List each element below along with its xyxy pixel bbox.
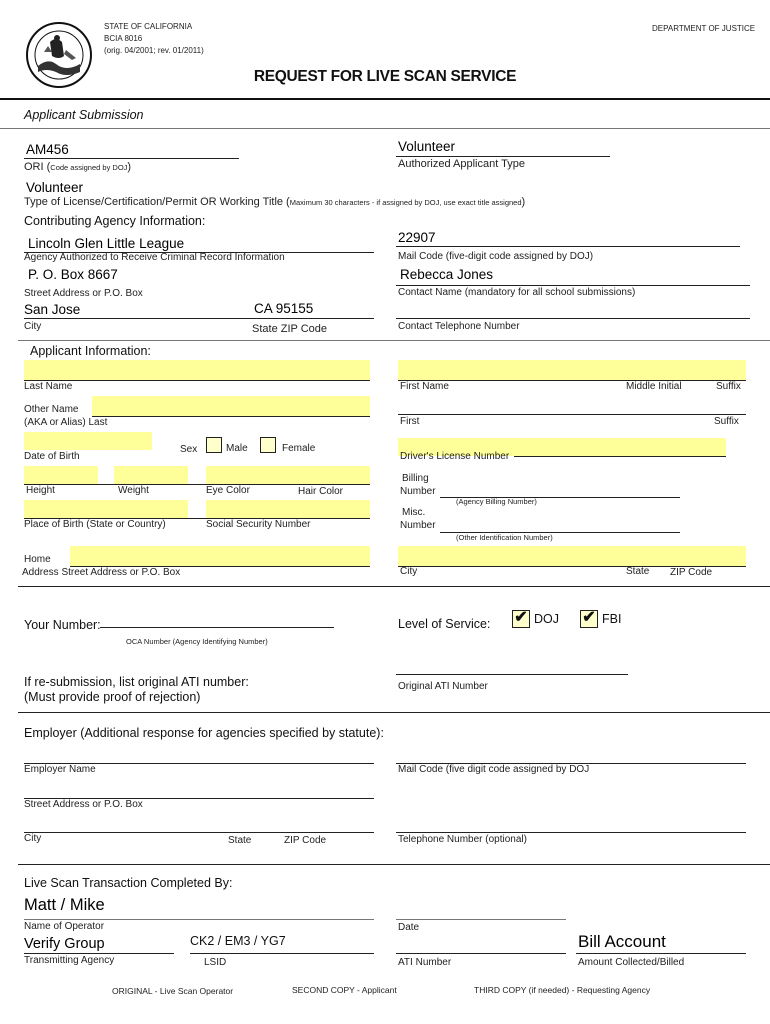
misc-number-label: Number	[400, 520, 436, 531]
dob-field[interactable]	[24, 432, 152, 450]
contact-name-line	[396, 285, 750, 286]
form-number: BCIA 8016	[104, 34, 143, 43]
fbi-checkbox[interactable]: ✔	[580, 610, 598, 628]
proof-of-rejection-label: (Must provide proof of rejection)	[24, 690, 201, 704]
middle-initial-label: Middle Initial	[626, 381, 682, 392]
original-ati-label: Original ATI Number	[398, 681, 488, 692]
field-line	[24, 832, 374, 833]
mail-code-value[interactable]: 22907	[398, 230, 436, 245]
working-title-value[interactable]: Volunteer	[26, 180, 84, 195]
lsid-value[interactable]: CK2 / EM3 / YG7	[190, 934, 286, 948]
applicant-type-line	[396, 156, 610, 157]
ori-value[interactable]: AM456	[26, 142, 69, 157]
transmitting-agency-label: Transmitting Agency	[24, 955, 115, 966]
agency-label: Agency Authorized to Receive Criminal Record Information	[24, 252, 285, 263]
date-label: Date	[398, 922, 420, 933]
department-label: DEPARTMENT OF JUSTICE	[652, 24, 756, 33]
ati-number-label: ATI Number	[398, 957, 452, 968]
operator-label: Name of Operator	[24, 921, 105, 932]
original-ati-line	[396, 674, 628, 675]
level-of-service-label: Level of Service:	[398, 617, 491, 631]
contact-name-value[interactable]: Rebecca Jones	[400, 267, 494, 282]
employer-phone-label: Telephone Number (optional)	[398, 834, 527, 845]
operator-value[interactable]: Matt / Mike	[24, 896, 105, 914]
transaction-heading: Live Scan Transaction Completed By:	[24, 876, 233, 890]
section-divider	[0, 128, 770, 129]
phone-line	[396, 318, 750, 319]
lsid-label: LSID	[204, 957, 227, 968]
male-label: Male	[226, 443, 248, 454]
street-address-label: Street Address or P.O. Box	[24, 288, 143, 299]
home-zip-label: ZIP Code	[670, 567, 713, 578]
dob-label: Date of Birth	[24, 451, 80, 462]
home-address-field[interactable]	[70, 546, 370, 566]
ssn-label: Social Security Number	[206, 519, 311, 530]
contributing-agency-heading: Contributing Agency Information:	[24, 214, 206, 228]
place-of-birth-field[interactable]	[24, 500, 188, 518]
billing-label: Billing	[402, 473, 429, 484]
section-divider	[0, 98, 770, 100]
drivers-license-label: Driver's License Number	[400, 451, 510, 462]
employer-zip-label: ZIP Code	[284, 835, 327, 846]
alias-first-label: First	[400, 416, 420, 427]
oca-line	[100, 627, 334, 628]
section-divider	[18, 586, 770, 587]
fbi-label: FBI	[602, 612, 622, 626]
applicant-submission-heading: Applicant Submission	[24, 108, 144, 122]
home-label: Home	[24, 554, 51, 565]
field-line	[514, 456, 726, 457]
height-field[interactable]	[24, 466, 98, 484]
mail-code-label: Mail Code (five-digit code assigned by DOJ)	[398, 251, 594, 262]
billing-number-label: Number	[400, 486, 436, 497]
last-name-label: Last Name	[24, 381, 73, 392]
male-checkbox[interactable]	[206, 437, 222, 453]
hair-color-label: Hair Color	[298, 486, 344, 497]
eye-color-label: Eye Color	[206, 485, 250, 496]
ori-line	[24, 158, 239, 159]
applicant-type-value[interactable]: Volunteer	[398, 139, 456, 154]
field-line	[24, 919, 374, 920]
female-label: Female	[282, 443, 316, 454]
field-line	[396, 919, 566, 920]
last-name-field[interactable]	[24, 360, 370, 380]
field-line	[92, 416, 370, 417]
home-address-label: Address Street Address or P.O. Box	[22, 567, 181, 578]
misc-label: Misc.	[402, 507, 426, 518]
doj-checkbox[interactable]: ✔	[512, 610, 530, 628]
section-divider	[18, 864, 770, 865]
employer-city-label: City	[24, 833, 42, 844]
state-zip-value[interactable]: CA 95155	[254, 301, 314, 316]
section-divider	[18, 340, 770, 341]
field-line	[190, 953, 374, 954]
home-state-label: State	[626, 566, 650, 577]
oca-label: OCA Number (Agency Identifying Number)	[126, 637, 268, 646]
weight-label: Weight	[118, 485, 149, 496]
field-line	[24, 953, 174, 954]
billing-sub-label: (Agency Billing Number)	[456, 497, 537, 506]
page-title: REQUEST FOR LIVE SCAN SERVICE	[253, 68, 517, 85]
suffix-label: Suffix	[716, 381, 741, 392]
field-line	[24, 380, 370, 381]
field-line	[576, 953, 746, 954]
alias-last-label: (AKA or Alias) Last	[24, 417, 108, 428]
city-line	[24, 318, 374, 319]
form-revision: (orig. 04/2001; rev. 01/2011)	[104, 46, 204, 55]
alias-suffix-label: Suffix	[714, 416, 739, 427]
eye-hair-field[interactable]	[206, 466, 370, 484]
state-zip-label: State ZIP Code	[252, 323, 328, 335]
applicant-info-heading: Applicant Information:	[30, 344, 151, 358]
applicant-type-label: Authorized Applicant Type	[398, 158, 525, 170]
field-line	[398, 414, 746, 415]
field-line	[396, 953, 566, 954]
employer-heading: Employer (Additional response for agencies specified by statute):	[24, 726, 384, 740]
first-name-label: First Name	[400, 381, 449, 392]
footer-third-copy: THIRD COPY (if needed) - Requesting Agency	[474, 985, 651, 995]
ori-label: ORI (Code assigned by DOJ)	[24, 161, 132, 173]
field-line	[24, 484, 370, 485]
field-line	[398, 380, 746, 381]
state-label: STATE OF CALIFORNIA	[104, 22, 193, 31]
height-label: Height	[26, 485, 55, 496]
street-address-value[interactable]: P. O. Box 8667	[28, 267, 118, 282]
footer-original-copy: ORIGINAL - Live Scan Operator	[112, 986, 234, 996]
ssn-field[interactable]	[206, 500, 370, 518]
footer-second-copy: SECOND COPY - Applicant	[292, 985, 397, 995]
resubmission-label: If re-submission, list original ATI number:	[24, 675, 249, 689]
field-line	[396, 832, 746, 833]
amount-value[interactable]: Bill Account	[578, 932, 666, 951]
your-number-label: Your Number:	[24, 618, 101, 632]
city-label: City	[24, 321, 42, 332]
transmitting-agency-value[interactable]: Verify Group	[24, 936, 105, 952]
home-city-label: City	[400, 566, 418, 577]
other-name-field[interactable]	[92, 396, 370, 416]
first-name-field[interactable]	[398, 360, 746, 380]
misc-sub-label: (Other Identification Number)	[456, 533, 553, 542]
home-city-field[interactable]	[398, 546, 746, 566]
employer-mail-code-label: Mail Code (five digit code assigned by DOJ	[398, 764, 590, 775]
employer-state-label: State	[228, 835, 252, 846]
contact-name-label: Contact Name (mandatory for all school submissions)	[398, 287, 636, 298]
other-name-label: Other Name	[24, 404, 79, 415]
employer-name-label: Employer Name	[24, 764, 96, 775]
amount-label: Amount Collected/Billed	[578, 957, 685, 968]
weight-field[interactable]	[114, 466, 188, 484]
section-divider	[18, 712, 770, 713]
city-value[interactable]: San Jose	[24, 302, 81, 317]
mail-code-line	[396, 246, 740, 247]
place-of-birth-label: Place of Birth (State or Country)	[24, 519, 166, 530]
employer-address-label: Street Address or P.O. Box	[24, 799, 143, 810]
female-checkbox[interactable]	[260, 437, 276, 453]
working-title-label: Type of License/Certification/Permit OR Working Title (Maximum 30 characters - if assigned by DOJ, use exact title assigned)	[24, 196, 526, 208]
contact-phone-label: Contact Telephone Number	[398, 321, 520, 332]
agency-value[interactable]: Lincoln Glen Little League	[28, 236, 185, 251]
doj-label: DOJ	[534, 612, 559, 626]
sex-label: Sex	[180, 444, 198, 455]
